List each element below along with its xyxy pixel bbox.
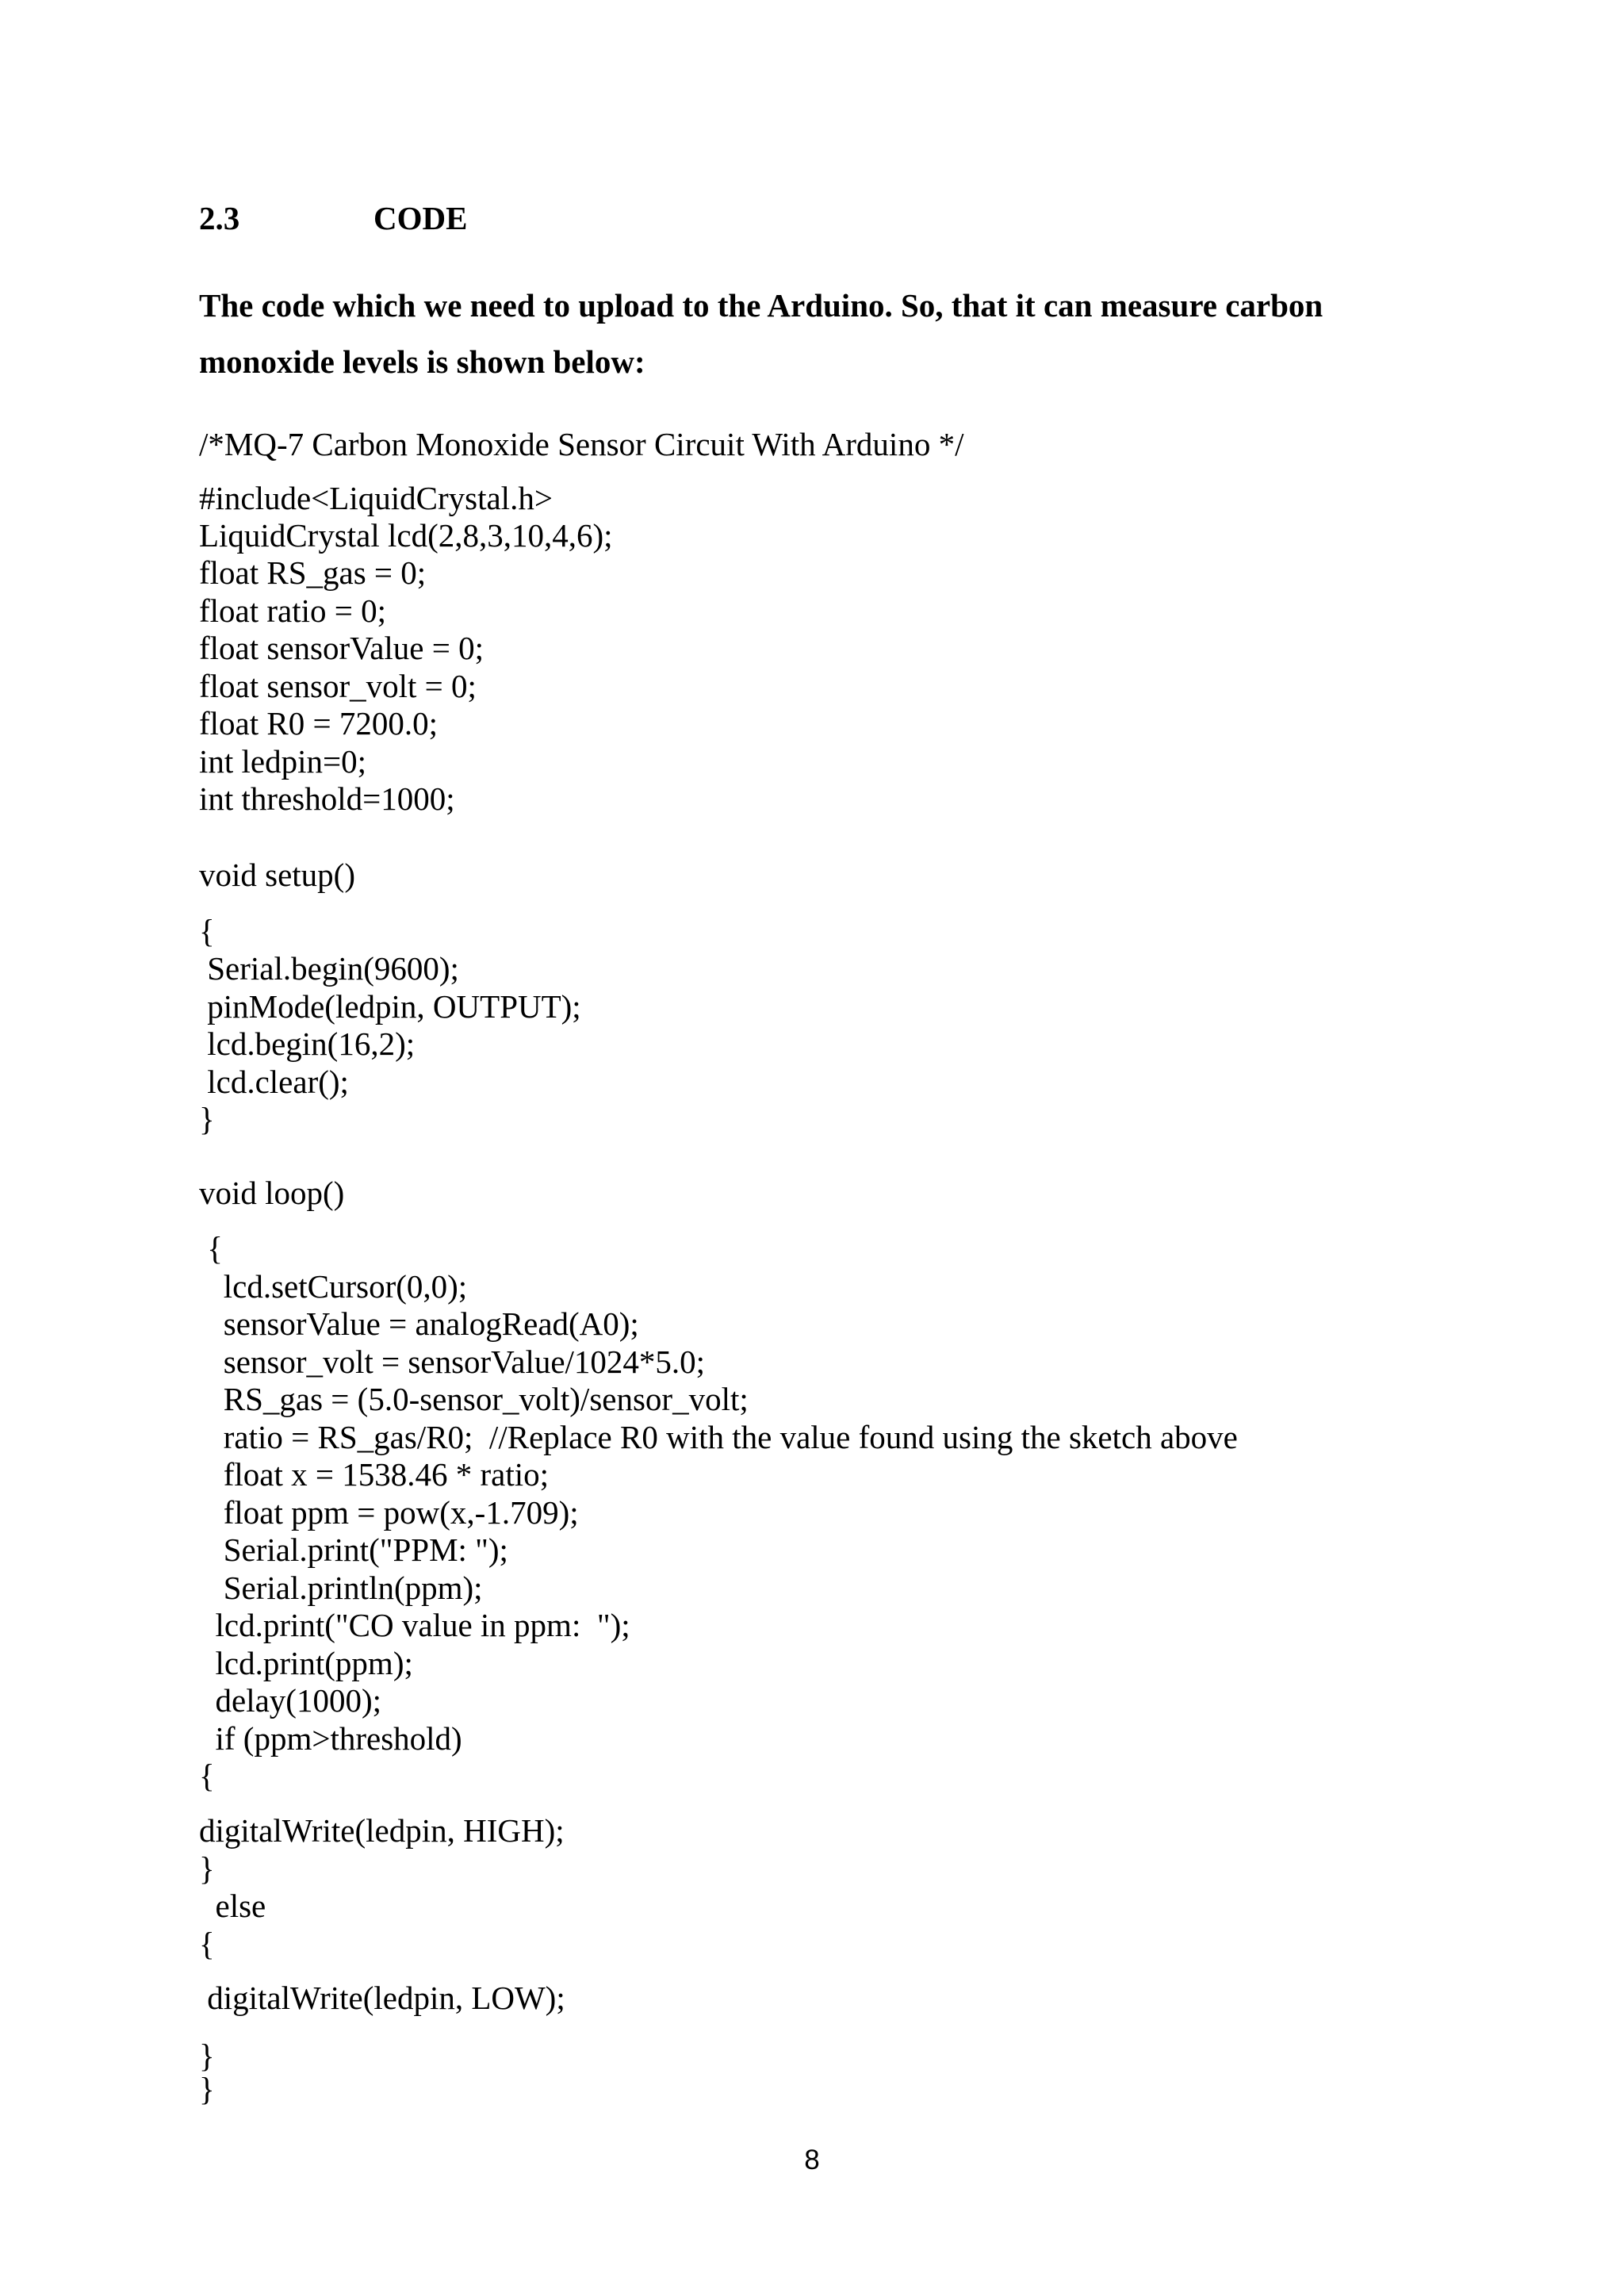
code-line: float sensor_volt = 0; [199, 668, 477, 704]
code-line: } [199, 2071, 215, 2107]
page-number: 8 [804, 2145, 820, 2175]
code-line: int ledpin=0; [199, 743, 367, 780]
intro-line-2: monoxide levels is shown below: [199, 343, 645, 380]
code-line: digitalWrite(ledpin, HIGH); [199, 1812, 565, 1849]
code-line: { [199, 1757, 215, 1794]
code-line: { [199, 913, 215, 949]
code-line: float R0 = 7200.0; [199, 705, 438, 742]
section-title: CODE [373, 200, 468, 236]
code-line: RS_gas = (5.0-sensor_volt)/sensor_volt; [199, 1381, 749, 1417]
code-line: int threshold=1000; [199, 780, 455, 817]
code-line: lcd.begin(16,2); [199, 1025, 416, 1062]
code-line: sensor_volt = sensorValue/1024*5.0; [199, 1343, 706, 1380]
code-line: Serial.print("PPM: "); [199, 1531, 508, 1568]
code-line: #include<LiquidCrystal.h> [199, 480, 553, 516]
code-line: float ppm = pow(x,-1.709); [199, 1494, 579, 1531]
code-line: pinMode(ledpin, OUTPUT); [199, 988, 581, 1025]
code-line: float ratio = 0; [199, 592, 387, 629]
code-line: LiquidCrystal lcd(2,8,3,10,4,6); [199, 517, 613, 554]
intro-line-1: The code which we need to upload to the Arduino. So, that it can measure carbon [199, 287, 1323, 324]
code-line: } [199, 1101, 215, 1137]
code-line: void setup() [199, 857, 355, 893]
code-line: Serial.begin(9600); [199, 950, 459, 987]
code-line: if (ppm>threshold) [199, 1720, 462, 1757]
section-heading [199, 194, 467, 242]
code-line: lcd.print(ppm); [199, 1645, 413, 1681]
code-line: delay(1000); [199, 1682, 381, 1719]
code-line: digitalWrite(ledpin, LOW); [199, 1980, 565, 2016]
code-line: Serial.println(ppm); [199, 1570, 483, 1606]
section-number: 2.3 [199, 200, 240, 236]
code-line: /*MQ-7 Carbon Monoxide Sensor Circuit With Arduino */ [199, 426, 964, 462]
code-line: ratio = RS_gas/R0; //Replace R0 with the value found using the sketch above [199, 1419, 1238, 1455]
code-line: { [199, 1926, 215, 1962]
code-line: } [199, 2037, 215, 2074]
code-line: lcd.setCursor(0,0); [199, 1268, 468, 1305]
code-line: { [199, 1230, 223, 1267]
code-line: float x = 1538.46 * ratio; [199, 1456, 550, 1493]
code-line: float sensorValue = 0; [199, 630, 485, 666]
intro-paragraph [199, 278, 1436, 390]
code-line: else [199, 1888, 266, 1924]
code-line: } [199, 1850, 215, 1887]
code-line: lcd.clear(); [199, 1064, 349, 1100]
code-line: lcd.print("CO value in ppm: "); [199, 1607, 630, 1643]
code-line: sensorValue = analogRead(A0); [199, 1305, 639, 1342]
code-line: float RS_gas = 0; [199, 554, 427, 591]
code-line: void loop() [199, 1175, 345, 1211]
